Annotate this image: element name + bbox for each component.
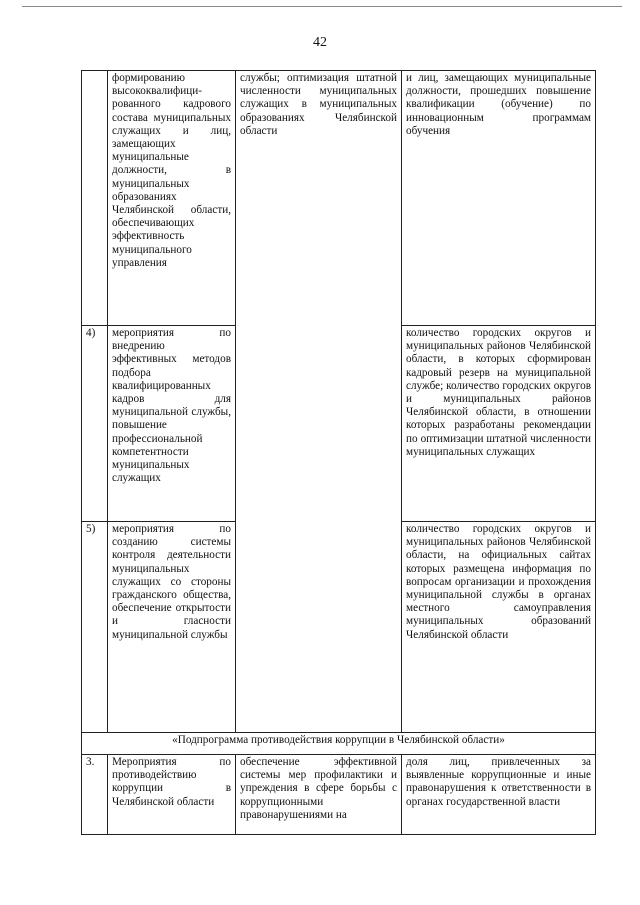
row-number: 5) — [82, 522, 108, 733]
indicator-cell: количество городских округов и муниципальных районов Челябинской области, в которых сформирован кадровый резерв на муниципальной службе; количество городских округов и муниципальных районов Челябинской области, в отношении которых разработаны рекомендации по оптимизации штатной численности муниципальных служащих — [402, 326, 596, 522]
section-title: «Подпрограмма противодействия коррупции в Челябинской области» — [82, 733, 596, 755]
row-number: 4) — [82, 326, 108, 522]
row-number: 3. — [82, 755, 108, 835]
activity-cell: мероприятия по внедрению эффективных методов подбора квалифицированных кадров для муниципальной службы, повышение профессиональной компетентности муниципальных служащих — [108, 326, 236, 522]
activity-cell: Мероприятия по противодействию коррупции в Челябинской области — [108, 755, 236, 835]
activity-cell: формированию высококвалифици-рованного кадрового состава муниципальных служащих и лиц, замещающих муниципальные должности, в муниципальных образованиях Челябинской области, обеспечивающих эффективность муниципального управления — [108, 71, 236, 326]
row-number — [82, 71, 108, 326]
top-rule — [22, 6, 622, 7]
indicator-cell: и лиц, замещающих муниципальные должности, прошедших повышение квалификации (обучение) по инновационным программам обучения — [402, 71, 596, 326]
goal-cell: службы; оптимизация штатной численности муниципальных служащих в муниципальных образованиях Челябинской области — [236, 71, 402, 733]
program-table — [81, 70, 596, 835]
page-number: 42 — [313, 35, 327, 50]
table-row — [82, 71, 596, 326]
indicator-cell: количество городских округов и муниципальных районов Челябинской области, на официальных сайтах которых размещена информация по вопросам организации и прохождения муниципальной службы в органах местного самоуправления муниципальных образований Челябинской области — [402, 522, 596, 733]
goal-cell: обеспечение эффективной системы мер профилактики и упреждения в сфере борьбы с коррупционными правонарушениями на — [236, 755, 402, 835]
table-row — [82, 755, 596, 835]
activity-cell: мероприятия по созданию системы контроля деятельности муниципальных служащих со стороны гражданского общества, обеспечение открытости и гласности муниципальной службы — [108, 522, 236, 733]
section-row — [82, 733, 596, 755]
indicator-cell: доля лиц, привлеченных за выявленные коррупционные и иные правонарушения к ответственности в органах государственной власти — [402, 755, 596, 835]
